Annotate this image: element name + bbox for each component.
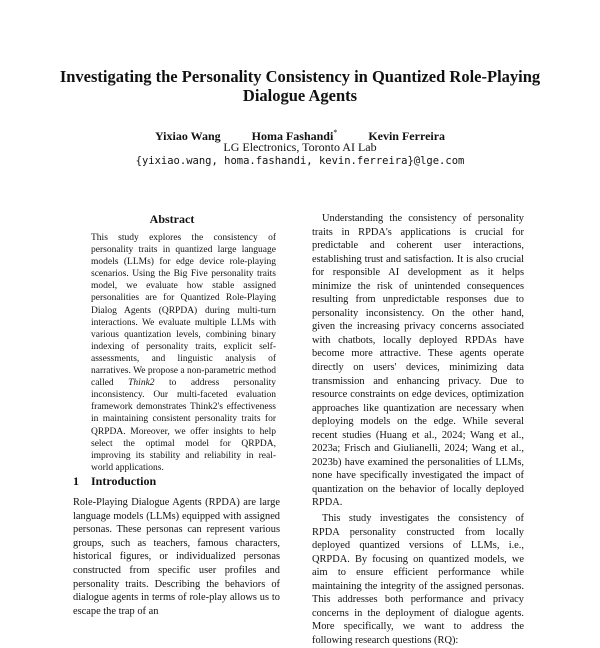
right-column (312, 212, 524, 648)
paragraph: Role-Playing Dialogue Agents (RPDA) are large language models (LLMs) equipped with assigned personas. These personas can represent various groups, such as teachers, famous characters, historical figures, or individualized personas constructed from specific user profiles and personality traits. Describing the behaviors of dialogue agents in terms of role-play allows us to escape the trap of an (73, 497, 280, 617)
author-footnote-mark: * (333, 128, 338, 137)
section-heading-introduction (73, 474, 156, 489)
paragraph: Understanding the consistency of personality traits in RPDA's applications is crucial for predictable and coherent user interactions, establishing trust and satisfaction. It is also crucial for responsible AI development as it helps minimize the risk of unintended consequences resulting from unpredictable responses due to personality inconsistency. On the other hand, given the increasing privacy concerns associated with chatbots, locally deployed RPDAs have become more attractive. These agents operate directly on users' devices, minimizing data transmission and enhancing privacy. Due to resource constraints on edge devices, optimization approaches like quantization are necessary when deploying models on the edge. While several recent studies (Huang et al., 2024; Wang et al., 2023a; Frisch and Giulianelli, 2024; Wang et al., 2023b) have examined the personalities of LLMs, none have specifically investigated the impact of quantization on the behavior of locally deployed RPDA. (312, 213, 524, 509)
author-name: Homa Fashandi* (251, 128, 338, 143)
paragraph: This study investigates the consistency of RPDA personality constructed from locally deployed quantized versions of LLMs, i.e., QRPDA. By focusing on quantized models, we aim to ensure efficient performance while maintaining the integrity of the assigned personas. This addresses both performance and privacy concerns in the deployment of dialogue agents. More specifically, we want to address the following research questions (RQ): (312, 513, 524, 646)
author-name: Kevin Ferreira (368, 129, 446, 143)
author-name: Yixiao Wang (154, 129, 221, 143)
author-emails: {yixiao.wang, homa.fashandi, kevin.ferreira}@lge.com (135, 155, 465, 167)
paper-title: Investigating the Personality Consistency in Quantized Role-Playing Dialogue Agents (59, 67, 541, 105)
abstract-body: This study explores the consistency of personality traits in quantized large language models (LLMs) for edge device role-playing scenarios. Using the Big Five personality traits model, we evaluate how stable assigned personalities are for Quantized Role-Playing Dialog Agents (QRPDA) during multi-turn interactions. We evaluate multiple LLMs with various quantization levels, combining binary indexing of personality traits, explicit self-assessments, and linguistic analysis of narratives. We propose a non-parametric method called Think2 to address personality inconsistency. Our multi-faceted evaluation framework demonstrates Think2's effectiveness in maintaining consistent personality traits for QRPDA. Moreover, we offer insights to help select the optimal model for QRPDA, improving its stability and reliability in real-world applications. (91, 233, 276, 473)
section-title: Introduction (91, 474, 157, 488)
section-number: 1 (73, 474, 79, 488)
affiliation: LG Electronics, Toronto AI Lab (223, 140, 377, 154)
abstract-heading: Abstract (149, 212, 195, 226)
method-name: Think2 (128, 378, 155, 389)
